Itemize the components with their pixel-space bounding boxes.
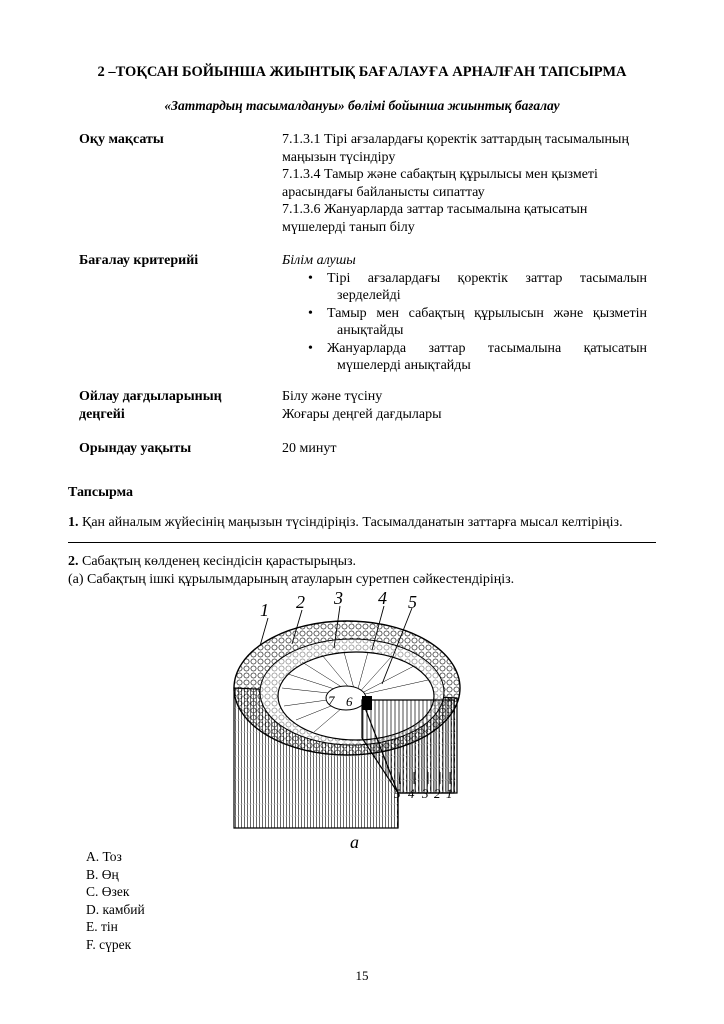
bullet-icon: •: [308, 340, 313, 356]
task-heading: Тапсырма: [68, 485, 134, 500]
page-number: 15: [355, 968, 369, 983]
objective-line: маңызын түсіндіру: [282, 149, 396, 165]
question-1-number: 1.: [68, 515, 79, 530]
question-1-text: Қан айналым жүйесінің маңызын түсіндіріңіз. Тасымалданатын заттарға мысал келтіріңіз.: [82, 515, 623, 530]
bullet-icon: •: [308, 305, 313, 321]
fig-bottom-label-1: 1: [446, 786, 453, 801]
fig-bottom-label-5: 5: [394, 786, 401, 801]
fig-label-7: 7: [328, 693, 335, 708]
question-1: [68, 515, 668, 531]
stem-cross-section-figure: [222, 588, 482, 853]
criteria-list: [282, 270, 647, 375]
question-2-number: 2.: [68, 554, 79, 569]
fig-label-2: 2: [296, 592, 305, 612]
option-item: C. Өзек: [86, 884, 130, 899]
criteria-item: • Тірі ағзалардағы қоректік заттар тасымалын зерделейді: [308, 270, 647, 303]
answer-line: [68, 542, 656, 543]
objective-line: 7.1.3.6 Жануарларда заттар тасымалына қатысатын: [282, 202, 588, 217]
bullet-icon: •: [308, 270, 313, 286]
objective-line: арасындағы байланысты сипаттау: [282, 184, 485, 200]
fig-label-3: 3: [334, 588, 343, 608]
option-item: B. Өң: [86, 866, 119, 882]
skills-label: Ойлау дағдыларының деңгейі: [79, 389, 222, 422]
fig-bottom-label-2: 2: [434, 786, 441, 801]
question-2: [68, 553, 668, 588]
objective-line: мүшелерді танып білу: [282, 219, 415, 235]
figure-caption: а: [350, 832, 359, 852]
criteria-item: • Тамыр мен сабақтың құрылысын және қызметін анықтайды: [308, 305, 647, 338]
page-title: 2 –ТОҚСАН БОЙЫНША ЖИЫНТЫҚ БАҒАЛАУҒА АРНАЛҒАН ТАПСЫРМА: [97, 64, 627, 80]
page-subtitle: «Заттардың тасымалдануы» бөлімі бойынша жиынтық бағалау: [164, 98, 560, 113]
fig-label-4: 4: [378, 588, 387, 608]
criteria-value: [282, 252, 647, 375]
criteria-intro: Білім алушы: [282, 253, 356, 268]
objectives-value: [282, 131, 647, 236]
question-2a-text: (а) Сабақтың ішкі құрылымдарының атауларын суретпен сәйкестендіріңіз.: [68, 571, 515, 587]
objective-line: 7.1.3.1 Тірі ағзалардағы қоректік заттардың тасымалының: [282, 132, 629, 147]
option-item: F. сүрек: [86, 936, 132, 952]
fig-label-1: 1: [260, 600, 269, 620]
option-item: E. тін: [86, 919, 118, 934]
answer-options: [86, 848, 145, 953]
time-value: 20 минут: [282, 441, 337, 456]
question-2-text: Сабақтың көлденең кесіндісін қарастырыңыз.: [82, 554, 357, 569]
objectives-label: Оқу мақсаты: [79, 132, 164, 147]
fig-bottom-label-4: 4: [408, 786, 415, 801]
objective-line: 7.1.3.4 Тамыр және сабақтың құрылысы мен қызметі: [282, 167, 598, 182]
fig-label-6: 6: [346, 694, 353, 709]
stem-illustration: [222, 588, 482, 853]
criteria-item: • Жануарларда заттар тасымалына қатысатын мүшелерді анықтайды: [308, 340, 647, 373]
skill-line: Жоғары деңгей дағдылары: [282, 406, 442, 422]
fig-label-5: 5: [408, 592, 417, 612]
option-item: A. Тоз: [86, 849, 122, 864]
criteria-label: Бағалау критерийі: [79, 253, 199, 268]
skills-value: [282, 388, 647, 423]
option-item: D. камбий: [86, 901, 145, 917]
fig-bottom-label-3: 3: [422, 786, 429, 801]
time-label: Орындау уақыты: [79, 441, 192, 456]
skill-line: Білу және түсіну: [282, 389, 383, 404]
